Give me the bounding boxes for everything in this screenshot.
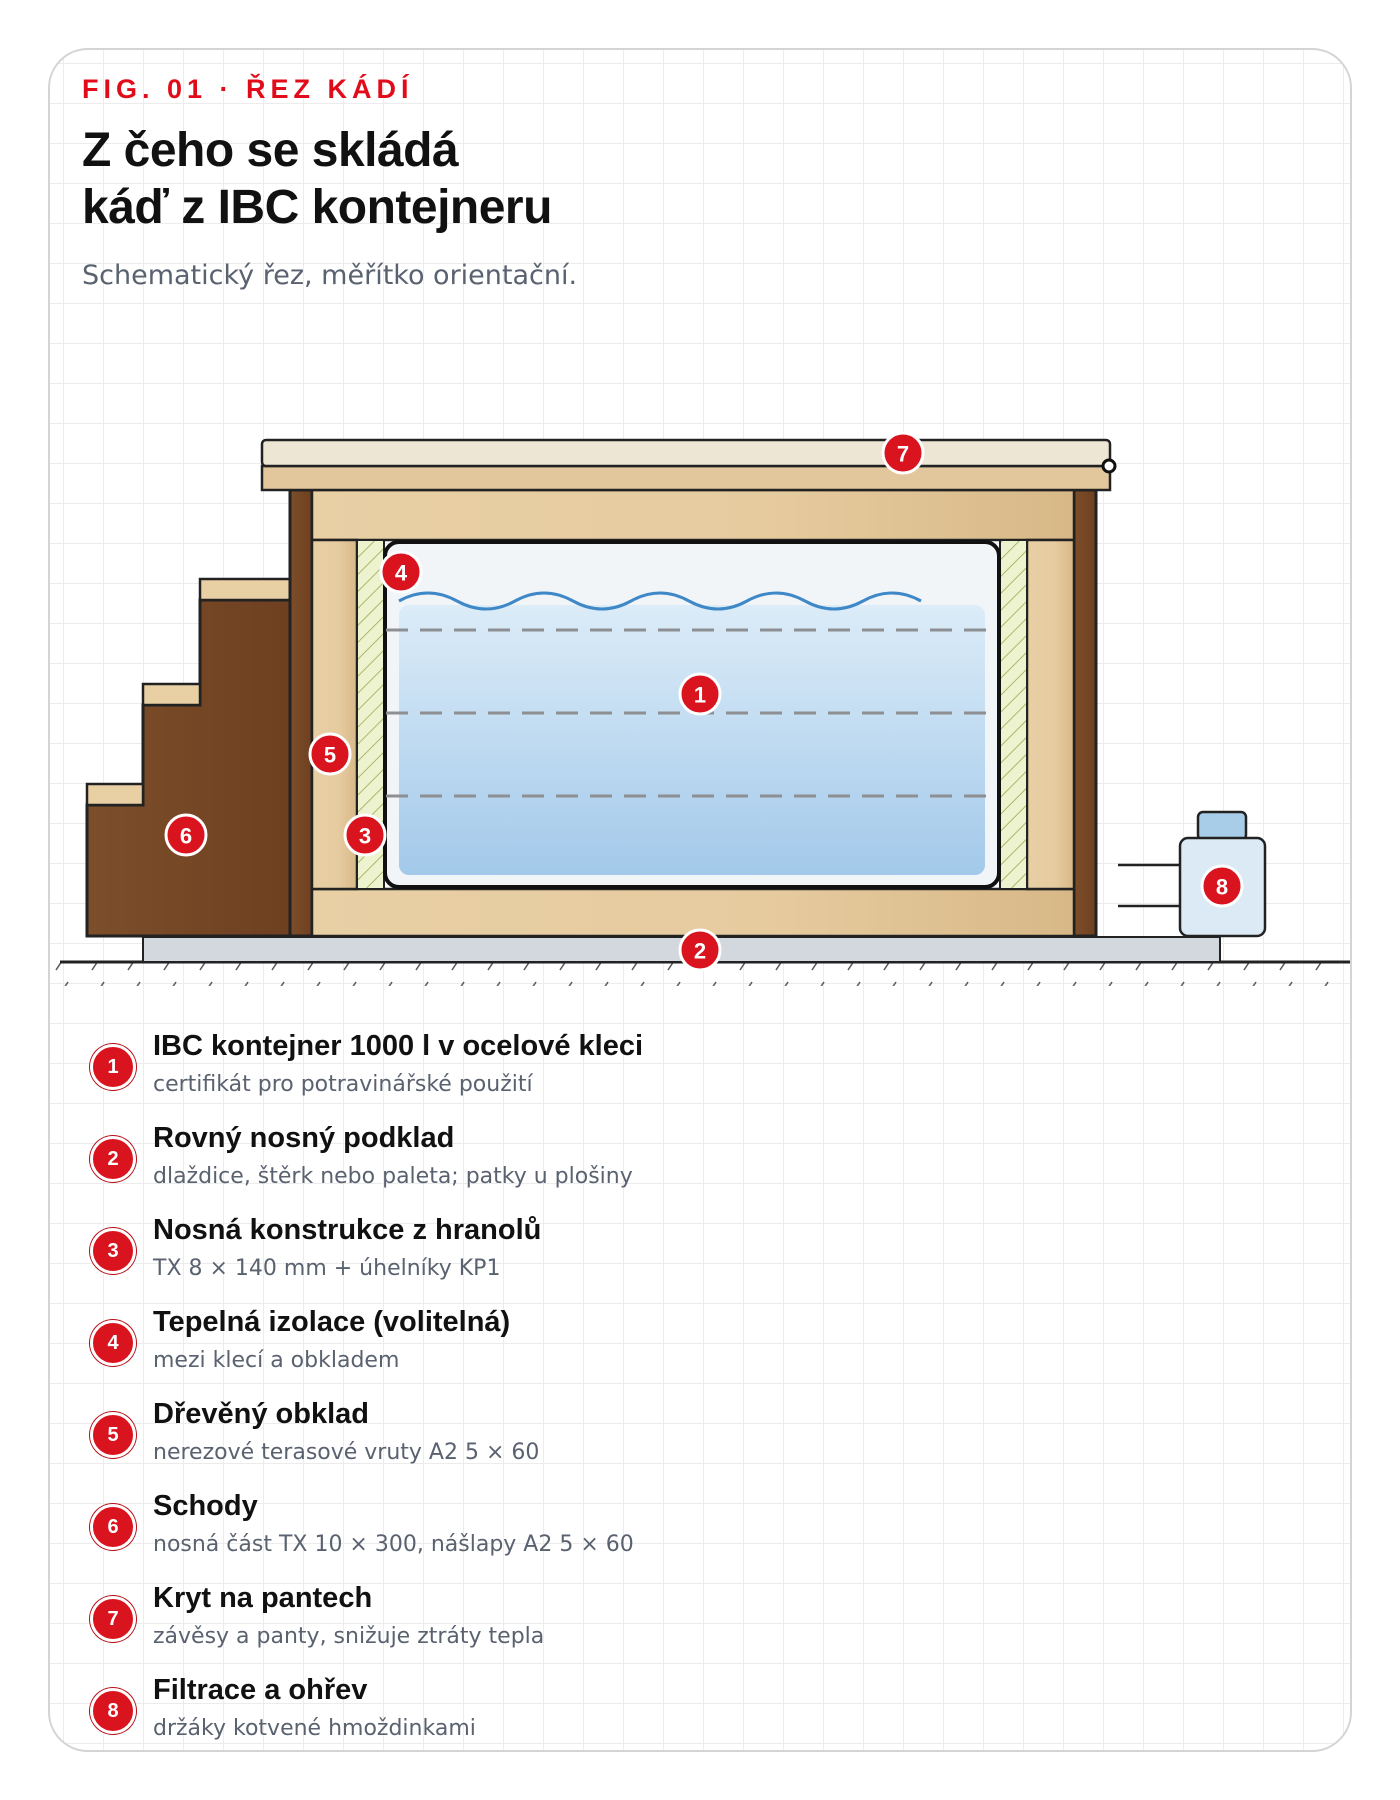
hinged-lid [262,440,1110,466]
lid-frame [262,466,1110,490]
legend-badge: 8 [90,1688,136,1734]
legend-title: IBC kontejner 1000 l v ocelové kleci [153,1030,644,1062]
legend-badge: 7 [90,1596,136,1642]
legend-title: Schody [153,1490,258,1522]
marker-lid [883,433,923,473]
legend-description: mezi klecí a obkladem [153,1348,400,1373]
stair-tread-1 [87,784,143,805]
legend-item [90,1490,1290,1582]
svg-text:4: 4 [394,560,408,586]
marker-tank [680,674,720,714]
legend-title: Kryt na pantech [153,1582,373,1614]
frame-post-right [1027,540,1074,889]
legend-badge: 3 [90,1228,136,1274]
legend-item [90,1674,1290,1752]
water-body [399,605,985,875]
svg-text:7: 7 [896,441,910,467]
stairs [87,600,290,936]
legend-description: certifikát pro potravinářské použití [153,1072,533,1097]
svg-text:5: 5 [323,742,337,768]
hinge [1103,460,1115,472]
legend-title: Nosná konstrukce z hranolů [153,1214,542,1246]
svg-text:1: 1 [693,682,707,708]
cladding-right [1074,490,1096,936]
marker-frame [345,815,385,855]
figure-card [48,48,1352,1752]
legend-description: nerezové terasové vruty A2 5 × 60 [153,1440,540,1465]
legend-description: dlaždice, štěrk nebo paleta; patky u plošiny [153,1164,633,1189]
legend-description: nosná část TX 10 × 300, nášlapy A2 5 × 60 [153,1532,634,1557]
marker-base [680,930,720,970]
legend-title: Rovný nosný podklad [153,1122,455,1154]
frame-bottom-beam [312,889,1074,936]
legend-badge: 4 [90,1320,136,1366]
svg-text:3: 3 [358,823,372,849]
legend-description: držáky kotvené hmoždinkami [153,1716,476,1741]
legend-item [90,1306,1290,1398]
title-line-2: káď z IBC kontejneru [82,181,552,234]
legend-item [90,1122,1290,1214]
legend-badge: 6 [90,1504,136,1550]
legend-list [90,1030,1290,1752]
legend-item [90,1582,1290,1674]
title-line-1: Z čeho se skládá [82,124,459,177]
legend-description: závěsy a panty, snižuje ztráty tepla [153,1624,545,1649]
svg-text:2: 2 [693,938,707,964]
marker-cladding [310,734,350,774]
legend-item [90,1214,1290,1306]
marker-stairs [166,815,206,855]
legend-badge: 1 [90,1044,136,1090]
marker-filter [1202,866,1242,906]
filter-cap [1198,812,1246,840]
frame-top-beam [312,490,1074,540]
stair-tread-3 [200,579,290,600]
tub-cross-section-diagram [50,50,1352,1050]
marker-insulation [381,552,421,592]
insulation-right [1000,540,1027,889]
figure-label: FIG. 01 · ŘEZ KÁDÍ [82,74,414,104]
legend-title: Filtrace a ohřev [153,1674,368,1706]
legend-item [90,1030,1290,1122]
subtitle: Schematický řez, měřítko orientační. [82,260,578,291]
svg-text:8: 8 [1215,874,1229,900]
cladding-left [290,490,312,936]
svg-text:6: 6 [179,823,193,849]
legend-badge: 2 [90,1136,136,1182]
stair-tread-2 [143,684,200,705]
legend-item [90,1398,1290,1490]
legend-description: TX 8 × 140 mm + úhelníky KP1 [153,1256,501,1281]
legend-title: Dřevěný obklad [153,1398,369,1430]
legend-badge: 5 [90,1412,136,1458]
legend-title: Tepelná izolace (volitelná) [153,1306,511,1338]
